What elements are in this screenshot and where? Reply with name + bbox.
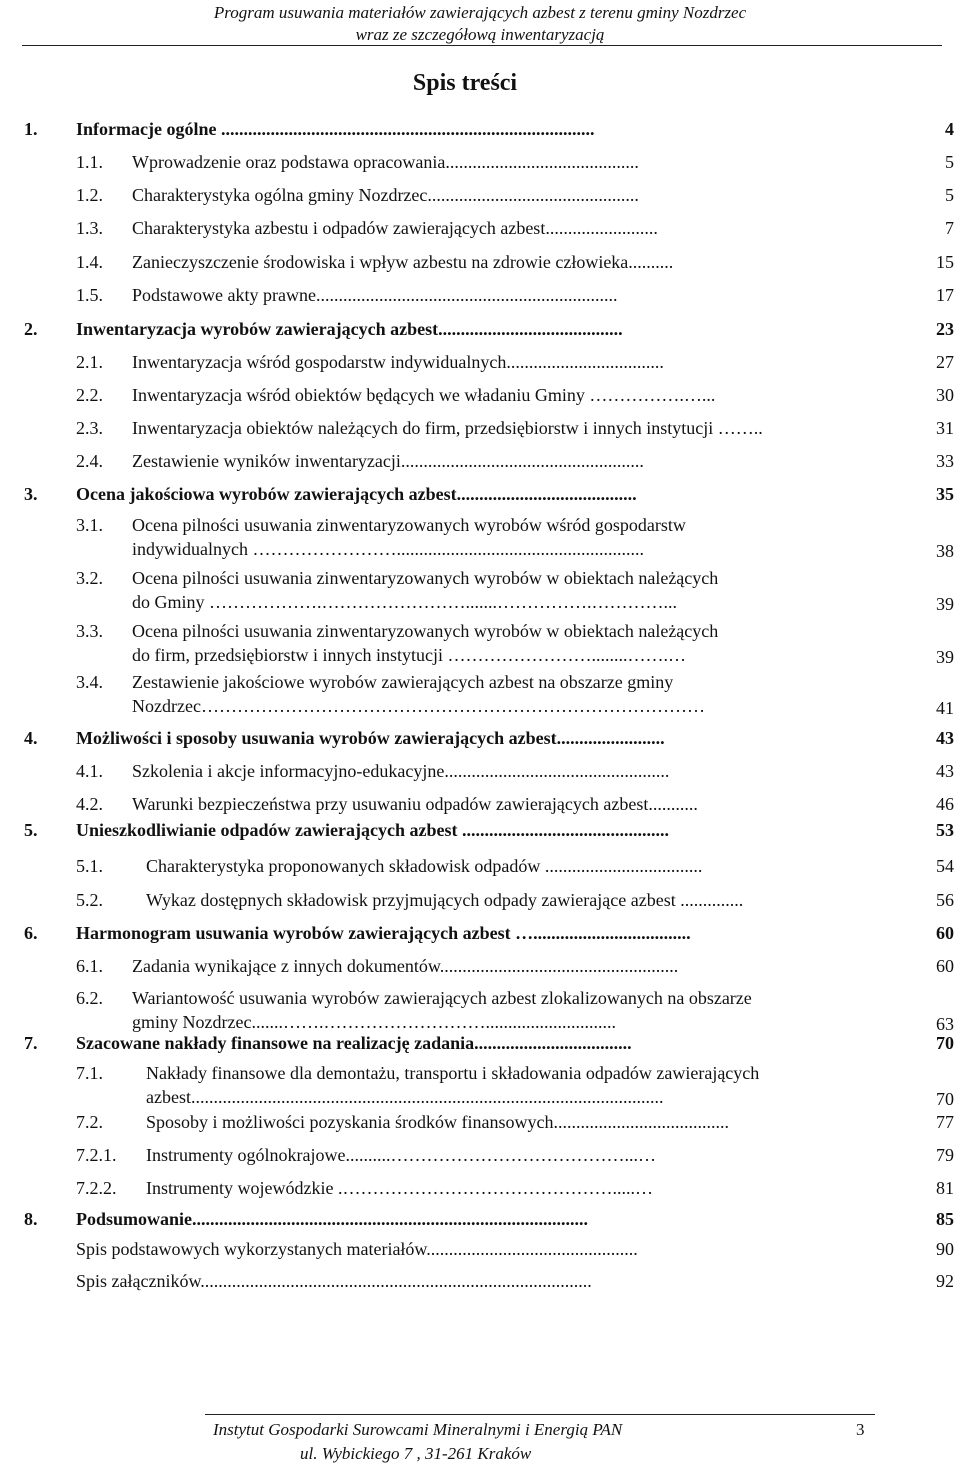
toc-entry-page: 70 xyxy=(936,1089,954,1109)
toc-entry-number: 7.1. xyxy=(76,1063,103,1083)
toc-entry-number: 3.4. xyxy=(76,672,103,692)
toc-entry-number: 1. xyxy=(24,119,38,139)
toc-entry-number: 1.3. xyxy=(76,218,103,238)
toc-entry-title: Zestawienie jakościowe wyrobów zawierających azbest na obszarze gminy xyxy=(132,672,674,692)
toc-entry-title-continued: Nozdrzec………………………………………………………………………… xyxy=(132,696,705,716)
toc-entry-number: 3.3. xyxy=(76,621,103,641)
toc-entry-page: 60 xyxy=(936,956,954,976)
toc-entry-page: 70 xyxy=(936,1033,954,1053)
toc-entry-title-continued: gminy Nozdrzec.......…….………………………............................. xyxy=(132,1012,616,1032)
toc-entry-number: 1.1. xyxy=(76,152,103,172)
toc-entry-title-continued: azbest......................................................................................................... xyxy=(146,1087,664,1107)
toc-entry-number: 4.1. xyxy=(76,761,103,781)
header-line-2: wraz ze szczegółową inwentaryzacją xyxy=(355,25,605,44)
toc-entry-title: Ocena jakościowa wyrobów zawierających azbest........................................ xyxy=(76,484,637,504)
toc-entry-page: 27 xyxy=(936,352,954,372)
toc-entry-title: Inwentaryzacja wśród gospodarstw indywidualnych................................... xyxy=(132,352,664,372)
toc-entry-number: 7.2. xyxy=(76,1112,103,1132)
toc-entry-number: 5.1. xyxy=(76,856,103,876)
toc-entry-number: 1.4. xyxy=(76,252,103,272)
toc-entry-number: 7.2.2. xyxy=(76,1178,117,1198)
toc-entry-number: 4. xyxy=(24,728,38,748)
toc-entry-page: 77 xyxy=(936,1112,954,1132)
toc-title: Spis treści xyxy=(412,70,518,96)
toc-entry-title-continued: indywidualnych ……………………....................................................... xyxy=(132,539,644,559)
header-line-1: Program usuwania materiałów zawierających azbest z terenu gminy Nozdrzec xyxy=(213,3,747,22)
toc-entry-title: Nakłady finansowe dla demontażu, transportu i składowania odpadów zawierających xyxy=(146,1063,760,1083)
toc-entry-title: Zestawienie wyników inwentaryzacji...................................................... xyxy=(132,451,644,471)
toc-entry-title: Instrumenty ogólnokrajowe..........…………………………………...… xyxy=(146,1145,656,1165)
toc-entry-page: 79 xyxy=(936,1145,954,1165)
toc-entry-title: Ocena pilności usuwania zinwentaryzowanych wyrobów w obiektach należących xyxy=(132,568,719,588)
footer-page-number: 3 xyxy=(856,1420,865,1439)
toc-entry-page: 4 xyxy=(945,119,954,139)
toc-entry-title: Sposoby i możliwości pozyskania środków finansowych....................................... xyxy=(146,1112,729,1132)
toc-entry-number: 2.3. xyxy=(76,418,103,438)
toc-entry-page: 43 xyxy=(936,761,954,781)
toc-entry-page: 63 xyxy=(936,1014,954,1034)
toc-entry-title: Szacowane nakłady finansowe na realizację zadania................................... xyxy=(76,1033,632,1053)
toc-entry-title: Charakterystyka ogólna gminy Nozdrzec............................................... xyxy=(132,185,639,205)
footer-address: ul. Wybickiego 7 , 31-261 Kraków xyxy=(300,1444,532,1463)
toc-entry-title: Spis załączników....................................................................................... xyxy=(76,1271,592,1291)
toc-entry-title: Zanieczyszczenie środowiska i wpływ azbestu na zdrowie człowieka.......... xyxy=(132,252,674,272)
toc-entry-number: 2.4. xyxy=(76,451,103,471)
toc-entry-title: Wariantowość usuwania wyrobów zawierających azbest zlokalizowanych na obszarze xyxy=(132,988,752,1008)
toc-entry-title: Harmonogram usuwania wyrobów zawierających azbest …................................... xyxy=(76,923,691,943)
toc-entry-page: 53 xyxy=(936,820,954,840)
toc-entry-number: 2. xyxy=(24,319,38,339)
toc-entry-number: 3.1. xyxy=(76,515,103,535)
footer-divider xyxy=(205,1414,875,1415)
toc-entry-page: 7 xyxy=(945,218,954,238)
toc-entry-title: Spis podstawowych wykorzystanych materiałów............................................... xyxy=(76,1239,638,1259)
toc-entry-title: Charakterystyka proponowanych składowisk odpadów ................................... xyxy=(146,856,703,876)
toc-entry-number: 3.2. xyxy=(76,568,103,588)
toc-entry-number: 5. xyxy=(24,820,38,840)
toc-entry-page: 46 xyxy=(936,794,954,814)
toc-entry-number: 2.1. xyxy=(76,352,103,372)
toc-entry-number: 1.5. xyxy=(76,285,103,305)
toc-entry-number: 6.2. xyxy=(76,988,103,1008)
toc-entry-title: Podstawowe akty prawne................................................................... xyxy=(132,285,618,305)
toc-entry-number: 7.2.1. xyxy=(76,1145,117,1165)
toc-entry-page: 39 xyxy=(936,647,954,667)
toc-entry-page: 35 xyxy=(936,484,954,504)
toc-entry-title-continued: do Gminy ……………….…………………….......…………….…………... xyxy=(132,592,678,612)
toc-entry-page: 5 xyxy=(945,152,954,172)
toc-entry-title: Wprowadzenie oraz podstawa opracowania........................................... xyxy=(132,152,639,172)
toc-entry-page: 81 xyxy=(936,1178,954,1198)
toc-entry-title: Ocena pilności usuwania zinwentaryzowanych wyrobów w obiektach należących xyxy=(132,621,719,641)
toc-entry-page: 54 xyxy=(936,856,954,876)
toc-entry-number: 2.2. xyxy=(76,385,103,405)
toc-entry-title: Podsumowanie........................................................................................ xyxy=(76,1209,589,1229)
toc-entry-page: 33 xyxy=(936,451,954,471)
toc-entry-title: Charakterystyka azbestu i odpadów zawierających azbest......................... xyxy=(132,218,658,238)
toc-entry-number: 8. xyxy=(24,1209,38,1229)
toc-entry-page: 85 xyxy=(936,1209,954,1229)
footer-institute: Instytut Gospodarki Surowcami Mineralnymi i Energią PAN xyxy=(213,1420,623,1439)
toc-entry-title: Inwentaryzacja obiektów należących do firm, przedsiębiorstw i innych instytucji …….. xyxy=(132,418,763,438)
toc-entry-page: 23 xyxy=(936,319,954,339)
toc-entry-title: Instrumenty wojewódzkie .……………………………………….....… xyxy=(146,1178,653,1198)
toc-entry-number: 3. xyxy=(24,484,38,504)
toc-entry-number: 6.1. xyxy=(76,956,103,976)
toc-entry-title: Wykaz dostępnych składowisk przyjmujących odpady zawierające azbest .............. xyxy=(146,890,744,910)
toc-entry-title: Informacje ogólne ................................................................................... xyxy=(76,119,595,139)
toc-entry-page: 56 xyxy=(936,890,954,910)
toc-entry-number: 5.2. xyxy=(76,890,103,910)
toc-entry-title: Inwentaryzacja wśród obiektów będących we władaniu Gminy …………….…... xyxy=(132,385,716,405)
toc-entry-title: Unieszkodliwianie odpadów zawierających azbest .............................................. xyxy=(76,820,669,840)
toc-entry-title: Zadania wynikające z innych dokumentów..................................................... xyxy=(132,956,679,976)
toc-entry-number: 7. xyxy=(24,1033,38,1053)
toc-entry-page: 15 xyxy=(936,252,954,272)
toc-entry-page: 17 xyxy=(936,285,954,305)
toc-entry-page: 92 xyxy=(936,1271,954,1291)
toc-entry-number: 4.2. xyxy=(76,794,103,814)
toc-entry-page: 39 xyxy=(936,594,954,614)
toc-entry-number: 6. xyxy=(24,923,38,943)
toc-entry-page: 90 xyxy=(936,1239,954,1259)
toc-entry-title: Ocena pilności usuwania zinwentaryzowanych wyrobów wśród gospodarstw xyxy=(132,515,686,535)
toc-entry-page: 30 xyxy=(936,385,954,405)
toc-entry-page: 38 xyxy=(936,541,954,561)
toc-entry-title: Inwentaryzacja wyrobów zawierających azbest......................................... xyxy=(76,319,623,339)
toc-entry-page: 31 xyxy=(936,418,954,438)
toc-entry-number: 1.2. xyxy=(76,185,103,205)
toc-entry-title: Warunki bezpieczeństwa przy usuwaniu odpadów zawierających azbest........... xyxy=(132,794,698,814)
toc-entry-title-continued: do firm, przedsiębiorstw i innych instytucji ……………………........…….… xyxy=(132,645,686,665)
toc-entry-title: Szkolenia i akcje informacyjno-edukacyjne.................................................. xyxy=(132,761,670,781)
toc-entry-page: 5 xyxy=(945,185,954,205)
toc-entry-page: 43 xyxy=(936,728,954,748)
toc-entry-page: 41 xyxy=(936,698,954,718)
toc-entry-page: 60 xyxy=(936,923,954,943)
toc-entry-title: Możliwości i sposoby usuwania wyrobów zawierających azbest........................ xyxy=(76,728,665,748)
